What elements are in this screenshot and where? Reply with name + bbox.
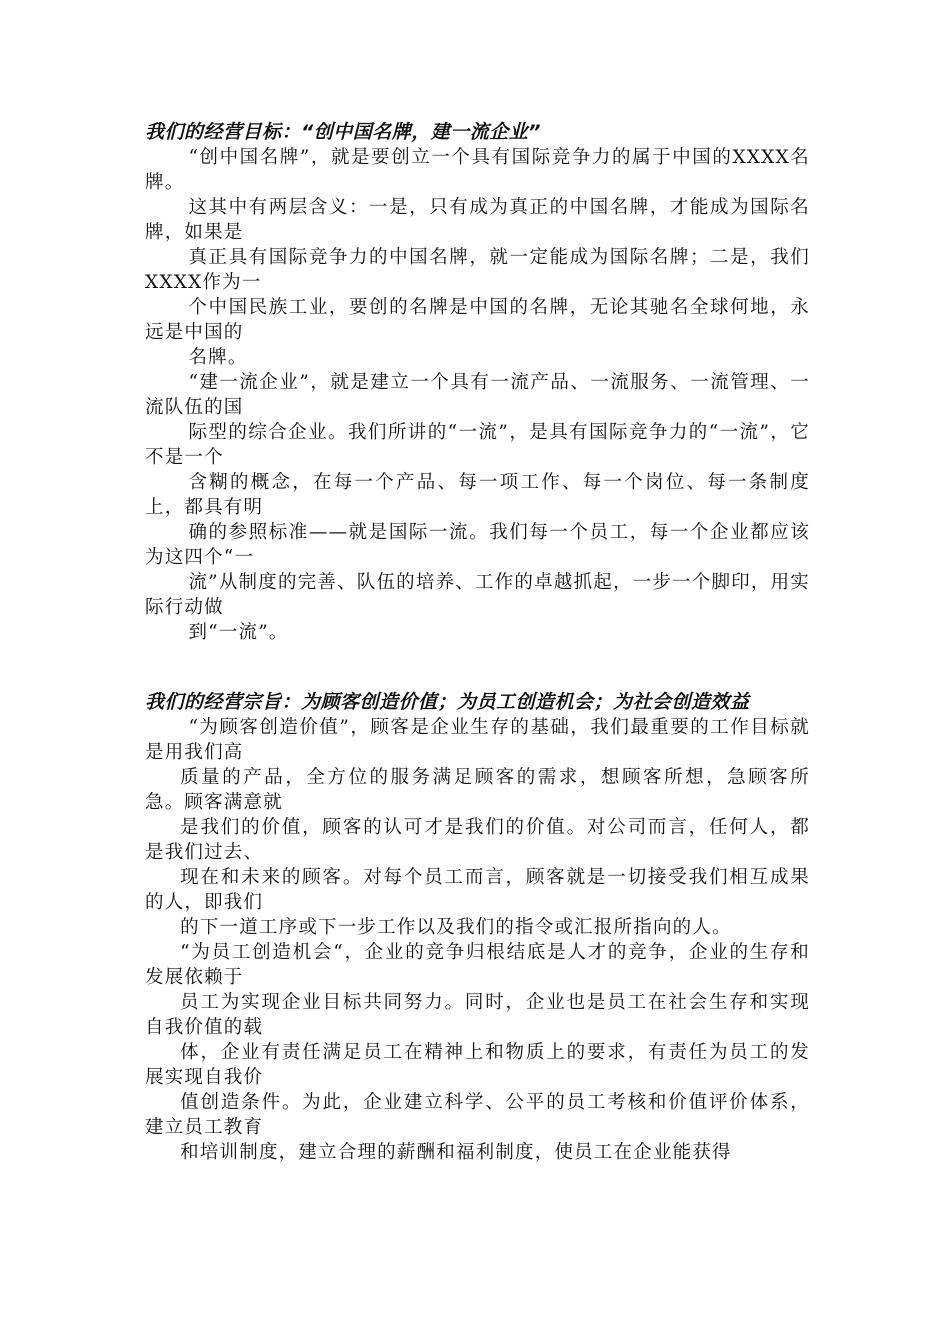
paragraph: 值创造条件。为此，企业建立科学、公平的员工考核和价值评价体系，建立员工教育 (145, 1092, 810, 1138)
paragraph: 现在和未来的顾客。对每个员工而言，顾客就是一切接受我们相互成果的人，即我们 (145, 867, 810, 913)
paragraph: 确的参照标准——就是国际一流。我们每一个员工，每一个企业都应该为这四个“一 (145, 522, 810, 568)
paragraph: 这其中有两层含义：一是，只有成为真正的中国名牌，才能成为国际名牌，如果是 (145, 197, 810, 243)
paragraph: 流”从制度的完善、队伍的培养、工作的卓越抓起，一步一个脚印，用实际行动做 (145, 572, 810, 618)
paragraph: 真正具有国际竞争力的中国名牌，就一定能成为国际名牌；二是，我们XXXX作为一 (145, 247, 810, 293)
paragraph: 和培训制度，建立合理的薪酬和福利制度，使员工在企业能获得 (180, 1142, 732, 1163)
section-business-goal (145, 120, 810, 645)
paragraph: 的下一道工序或下一步工作以及我们的指令或汇报所指向的人。 (180, 917, 732, 938)
paragraph: 名牌。 (188, 347, 248, 368)
section-business-purpose (145, 690, 810, 1165)
paragraph: 员工为实现企业目标共同努力。同时，企业也是员工在社会生存和实现自我价值的载 (145, 992, 810, 1038)
section-heading: 我们的经营目标：“创中国名牌，建一流企业” (145, 121, 541, 143)
paragraph: “为员工创造机会“，企业的竞争归根结底是人才的竞争，企业的生存和发展依赖于 (145, 942, 810, 988)
paragraph: 个中国民族工业，要创的名牌是中国的名牌，无论其驰名全球何地，永远是中国的 (145, 297, 810, 343)
paragraph: 体，企业有责任满足员工在精神上和物质上的要求，有责任为员工的发展实现自我价 (145, 1042, 810, 1088)
paragraph: 际型的综合企业。我们所讲的“一流”，是具有国际竞争力的“一流”，它不是一个 (145, 422, 810, 468)
paragraph: 是我们的价值，顾客的认可才是我们的价值。对公司而言，任何人，都是我们过去、 (145, 817, 810, 863)
paragraph: 含糊的概念，在每一个产品、每一项工作、每一个岗位、每一条制度上，都具有明 (145, 472, 810, 518)
paragraph: “创中国名牌”，就是要创立一个具有国际竞争力的属于中国的XXXX名牌。 (145, 147, 810, 193)
paragraph: “建一流企业”，就是建立一个具有一流产品、一流服务、一流管理、一流队伍的国 (145, 372, 810, 418)
paragraph: “为顾客创造价值”，顾客是企业生存的基础，我们最重要的工作目标就是用我们高 (145, 717, 810, 763)
paragraph: 到“一流”。 (188, 622, 289, 643)
document-page (145, 120, 810, 1165)
paragraph: 质量的产品，全方位的服务满足顾客的需求，想顾客所想，急顾客所急。顾客满意就 (145, 767, 810, 813)
section-heading: 我们的经营宗旨：为顾客创造价值；为员工创造机会；为社会创造效益 (145, 691, 750, 713)
